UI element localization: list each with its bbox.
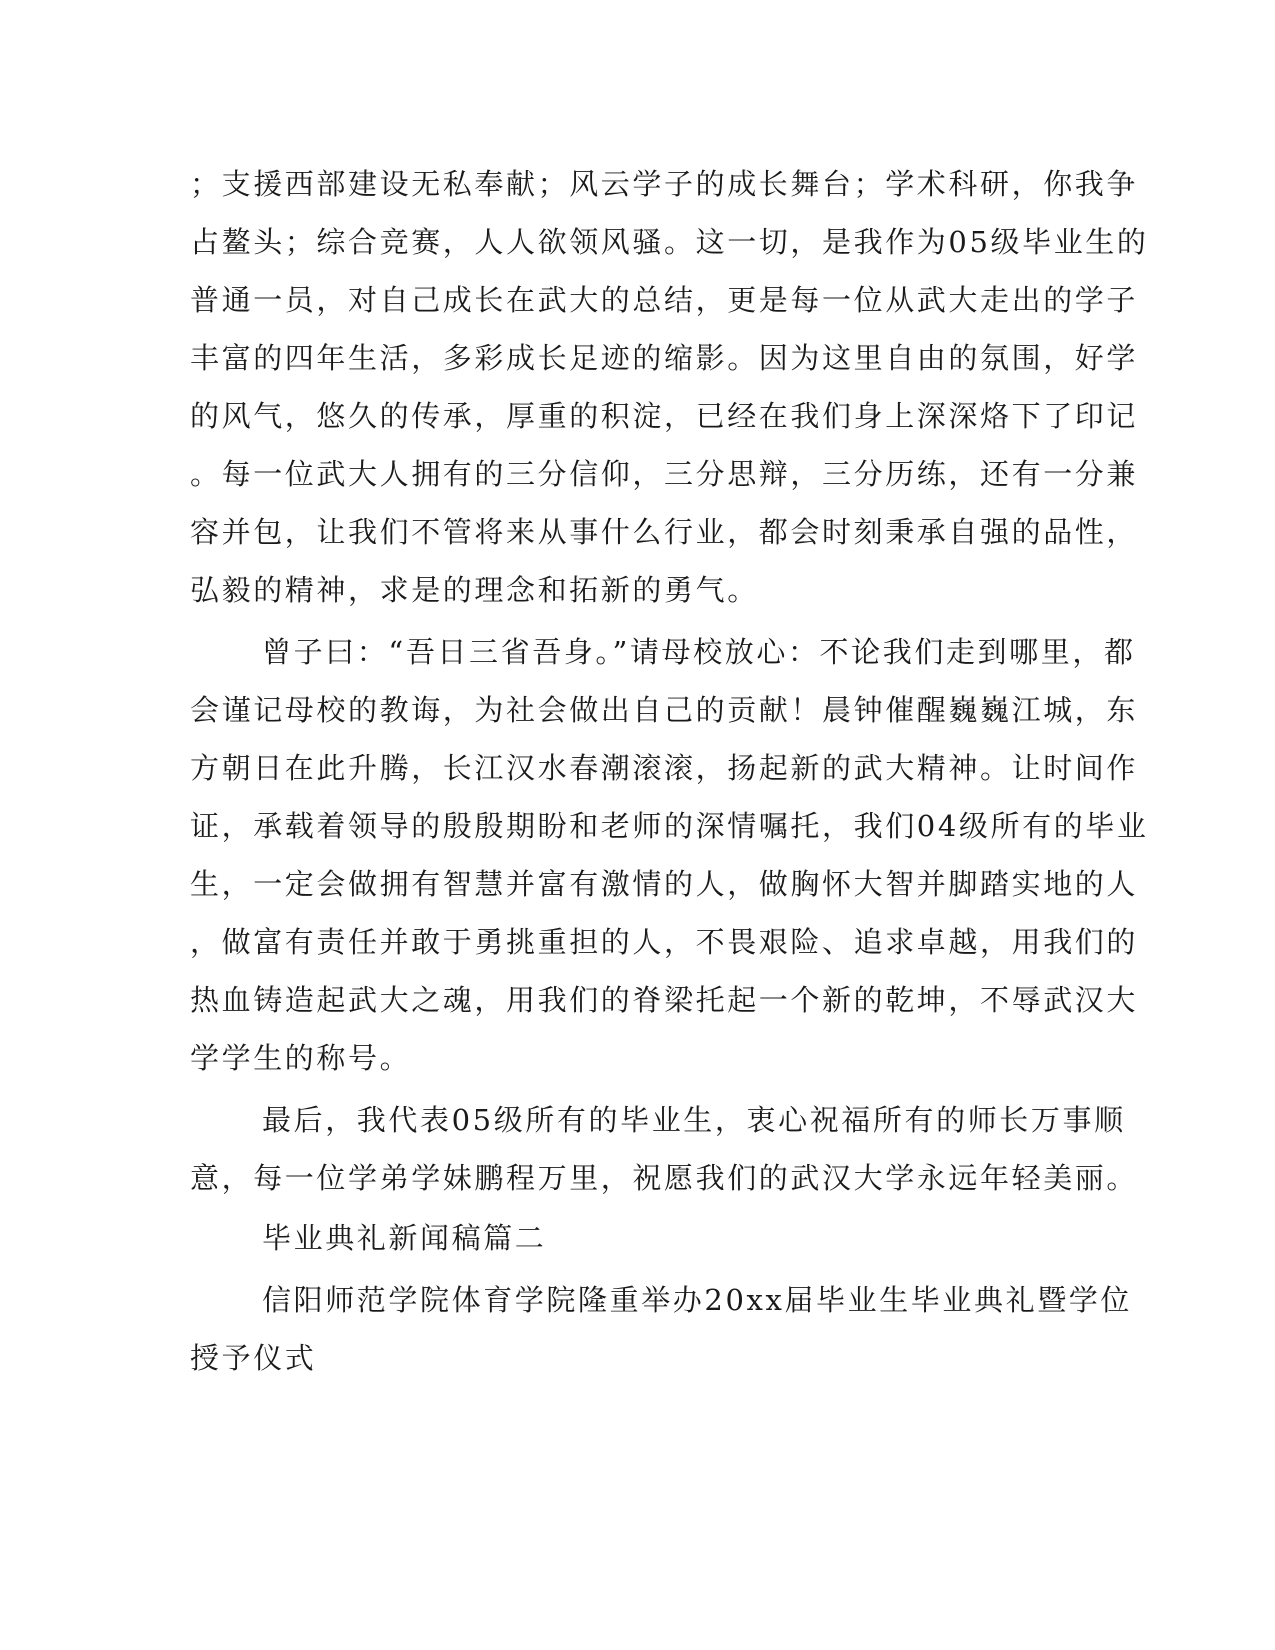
text-line: 丰富的四年生活，多彩成长足迹的缩影。因为这里自由的氛围，好学 bbox=[190, 341, 1139, 375]
section-heading: 毕业典礼新闻稿篇二 bbox=[262, 1221, 547, 1255]
text-line: ，做富有责任并敢于勇挑重担的人，不畏艰险、追求卓越，用我们的 bbox=[190, 925, 1139, 959]
text-line: 授予仪式 bbox=[190, 1341, 317, 1375]
text-line: 占鳌头；综合竞赛，人人欲领风骚。这一切，是我作为05级毕业生的 bbox=[190, 225, 1149, 259]
text-line: 。每一位武大人拥有的三分信仰，三分思辩，三分历练，还有一分兼 bbox=[190, 457, 1139, 491]
text-line: 普通一员，对自己成长在武大的总结，更是每一位从武大走出的学子 bbox=[190, 283, 1139, 317]
text-line: 会谨记母校的教诲，为社会做出自己的贡献！晨钟催醒巍巍江城，东 bbox=[190, 693, 1139, 727]
text-line: 方朝日在此升腾，长江汉水春潮滚滚，扬起新的武大精神。让时间作 bbox=[190, 751, 1139, 785]
text-line: 学学生的称号。 bbox=[190, 1041, 412, 1075]
paragraph-start-line: 信阳师范学院体育学院隆重举办20xx届毕业生毕业典礼暨学位 bbox=[262, 1283, 1133, 1317]
text-line: 容并包，让我们不管将来从事什么行业，都会时刻秉承自强的品性， bbox=[190, 515, 1139, 549]
text-line: 弘毅的精神，求是的理念和拓新的勇气。 bbox=[190, 573, 759, 607]
paragraph-start-line: 最后，我代表05级所有的毕业生，衷心祝福所有的师长万事顺 bbox=[262, 1103, 1126, 1137]
text-line: 证，承载着领导的殷殷期盼和老师的深情嘱托，我们04级所有的毕业 bbox=[190, 809, 1149, 843]
text-line: ；支援西部建设无私奉献；风云学子的成长舞台；学术科研，你我争 bbox=[190, 167, 1139, 201]
text-line: 热血铸造起武大之魂，用我们的脊梁托起一个新的乾坤，不辱武汉大 bbox=[190, 983, 1139, 1017]
text-line: 生，一定会做拥有智慧并富有激情的人，做胸怀大智并脚踏实地的人 bbox=[190, 867, 1139, 901]
text-line: 的风气，悠久的传承，厚重的积淀，已经在我们身上深深烙下了印记 bbox=[190, 399, 1139, 433]
text-line: 意，每一位学弟学妹鹏程万里，祝愿我们的武汉大学永远年轻美丽。 bbox=[190, 1161, 1139, 1195]
paragraph-start-line: 曾子曰：“吾日三省吾身。”请母校放心：不论我们走到哪里，都 bbox=[262, 635, 1136, 669]
